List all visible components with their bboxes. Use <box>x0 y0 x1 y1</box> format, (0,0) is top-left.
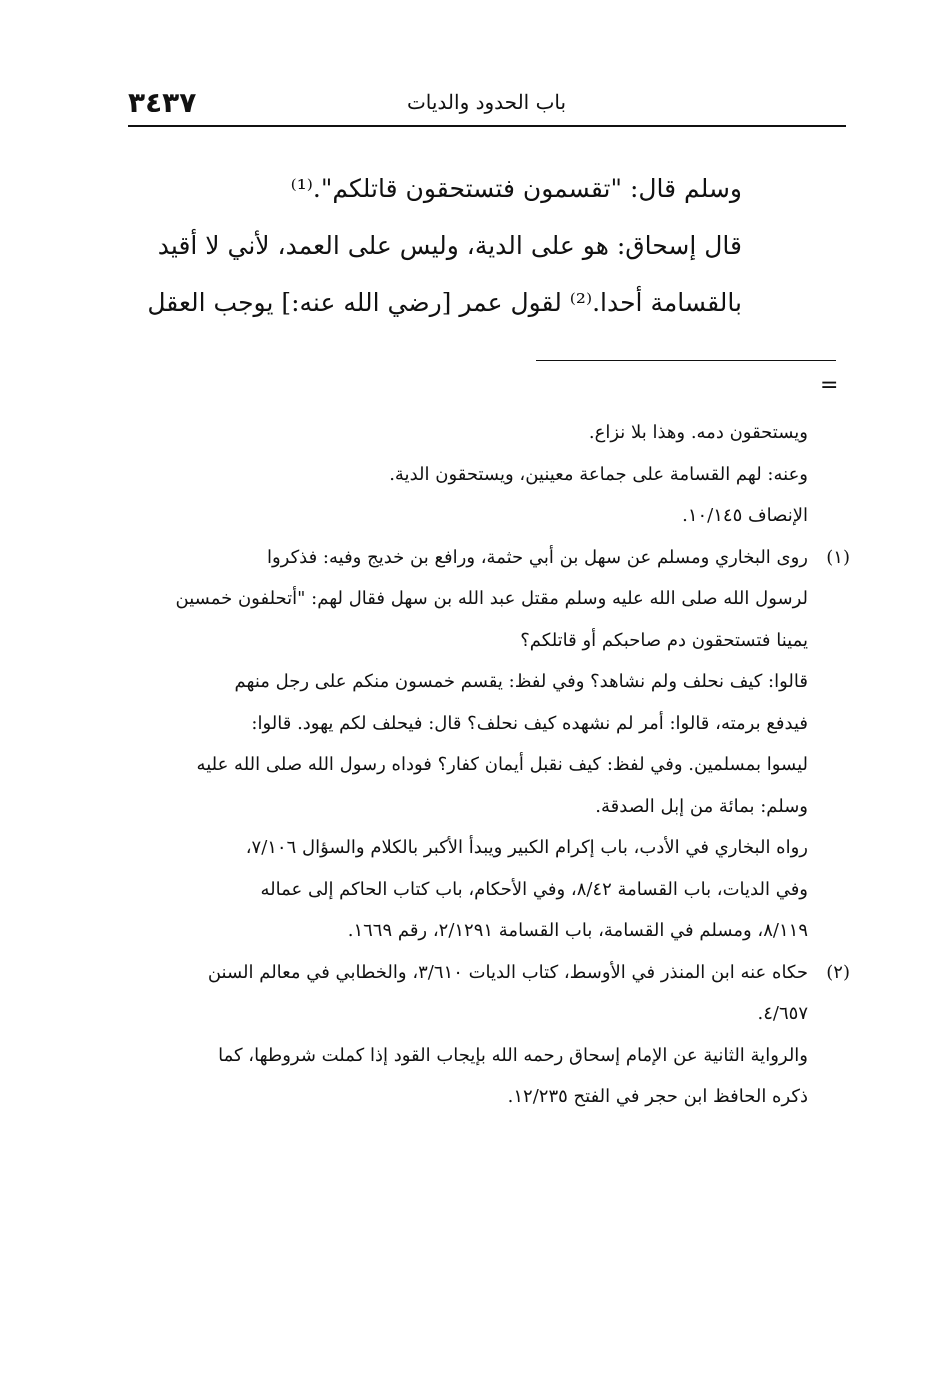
footnote-line: وفي الديات، باب القسامة ٨/٤٢، وفي الأحكام، باب كتاب الحاكم إلى عماله <box>260 878 808 900</box>
footnote-1-marker: (١) <box>826 546 850 568</box>
footnote-continuation-line: وعنه: لهم القسامة على جماعة معينين، ويستحقون الدية. <box>389 463 808 485</box>
footnote-continuation-line: ويستحقون دمه. وهذا بلا نزاع. <box>588 422 808 443</box>
footnote-1 <box>128 537 850 952</box>
footnote-line: رواه البخاري في الأدب، باب إكرام الكبير ويبدأ الأكبر بالكلام والسؤال ٧/١٠٦، <box>245 837 808 858</box>
main-line: وسلم قال: "تقسمون فتستحقون قاتلكم".⁽¹⁾ <box>290 174 742 203</box>
footnote-line: قالوا: كيف نحلف ولم نشاهد؟ وفي لفظ: يقسم خمسون منكم على رجل منهم <box>234 671 808 692</box>
footnote-line: لرسول الله صلى الله عليه وسلم مقتل عبد الله بن سهل فقال لهم: "أتحلفون خمسين <box>175 588 808 609</box>
footnote-line: والرواية الثانية عن الإمام إسحاق رحمه الله بإيجاب القود إذا كملت شروطها، كما <box>218 1044 808 1066</box>
footnote-2 <box>128 952 850 1118</box>
footnote-line: ٨/١١٩، ومسلم في القسامة، باب القسامة ٢/١٢٩١، رقم ١٦٦٩. <box>347 920 808 941</box>
page-number: ٣٤٣٧ <box>128 86 197 119</box>
main-text <box>128 160 742 331</box>
footnote-line: ليسوا بمسلمين. وفي لفظ: كيف نقبل أيمان كفار؟ فوداه رسول الله صلى الله عليه <box>196 754 808 775</box>
footnote-separator <box>536 360 836 361</box>
page-header <box>128 84 845 124</box>
footnote-line: ٤/٦٥٧. <box>757 1003 808 1024</box>
continued-mark: = <box>820 373 839 398</box>
footnote-continuation-line: الإنصاف ١٠/١٤٥. <box>682 505 808 526</box>
main-line: قال إسحاق: هو على الدية، وليس على العمد، لأني لا أقيد <box>157 231 742 260</box>
footnote-line: روى البخاري ومسلم عن سهل بن أبي حثمة، ورافع بن خديج وفيه: فذكروا <box>266 546 808 568</box>
footnotes <box>128 412 850 1118</box>
footnote-line: يمينا فتستحقون دم صاحبكم أو قاتلكم؟ <box>520 629 808 651</box>
footnote-line: ذكره الحافظ ابن حجر في الفتح ١٢/٢٣٥. <box>507 1086 808 1107</box>
header-rule <box>128 125 846 127</box>
main-line: بالقسامة أحدا.⁽²⁾ لقول عمر [رضي الله عنه:] يوجب العقل <box>147 288 742 317</box>
footnote-2-marker: (٢) <box>826 961 850 983</box>
footnote-line: وسلم: بمائة من إبل الصدقة. <box>595 795 808 817</box>
running-title: باب الحدود والديات <box>406 90 567 114</box>
footnote-line: حكاه عنه ابن المنذر في الأوسط، كتاب الديات ٣/٦١٠، والخطابي في معالم السنن <box>207 961 808 983</box>
footnote-line: فيدفع برمته، قالوا: أمر لم نشهده كيف نحلف؟ قال: فيحلف لكم يهود. قالوا: <box>251 712 808 734</box>
